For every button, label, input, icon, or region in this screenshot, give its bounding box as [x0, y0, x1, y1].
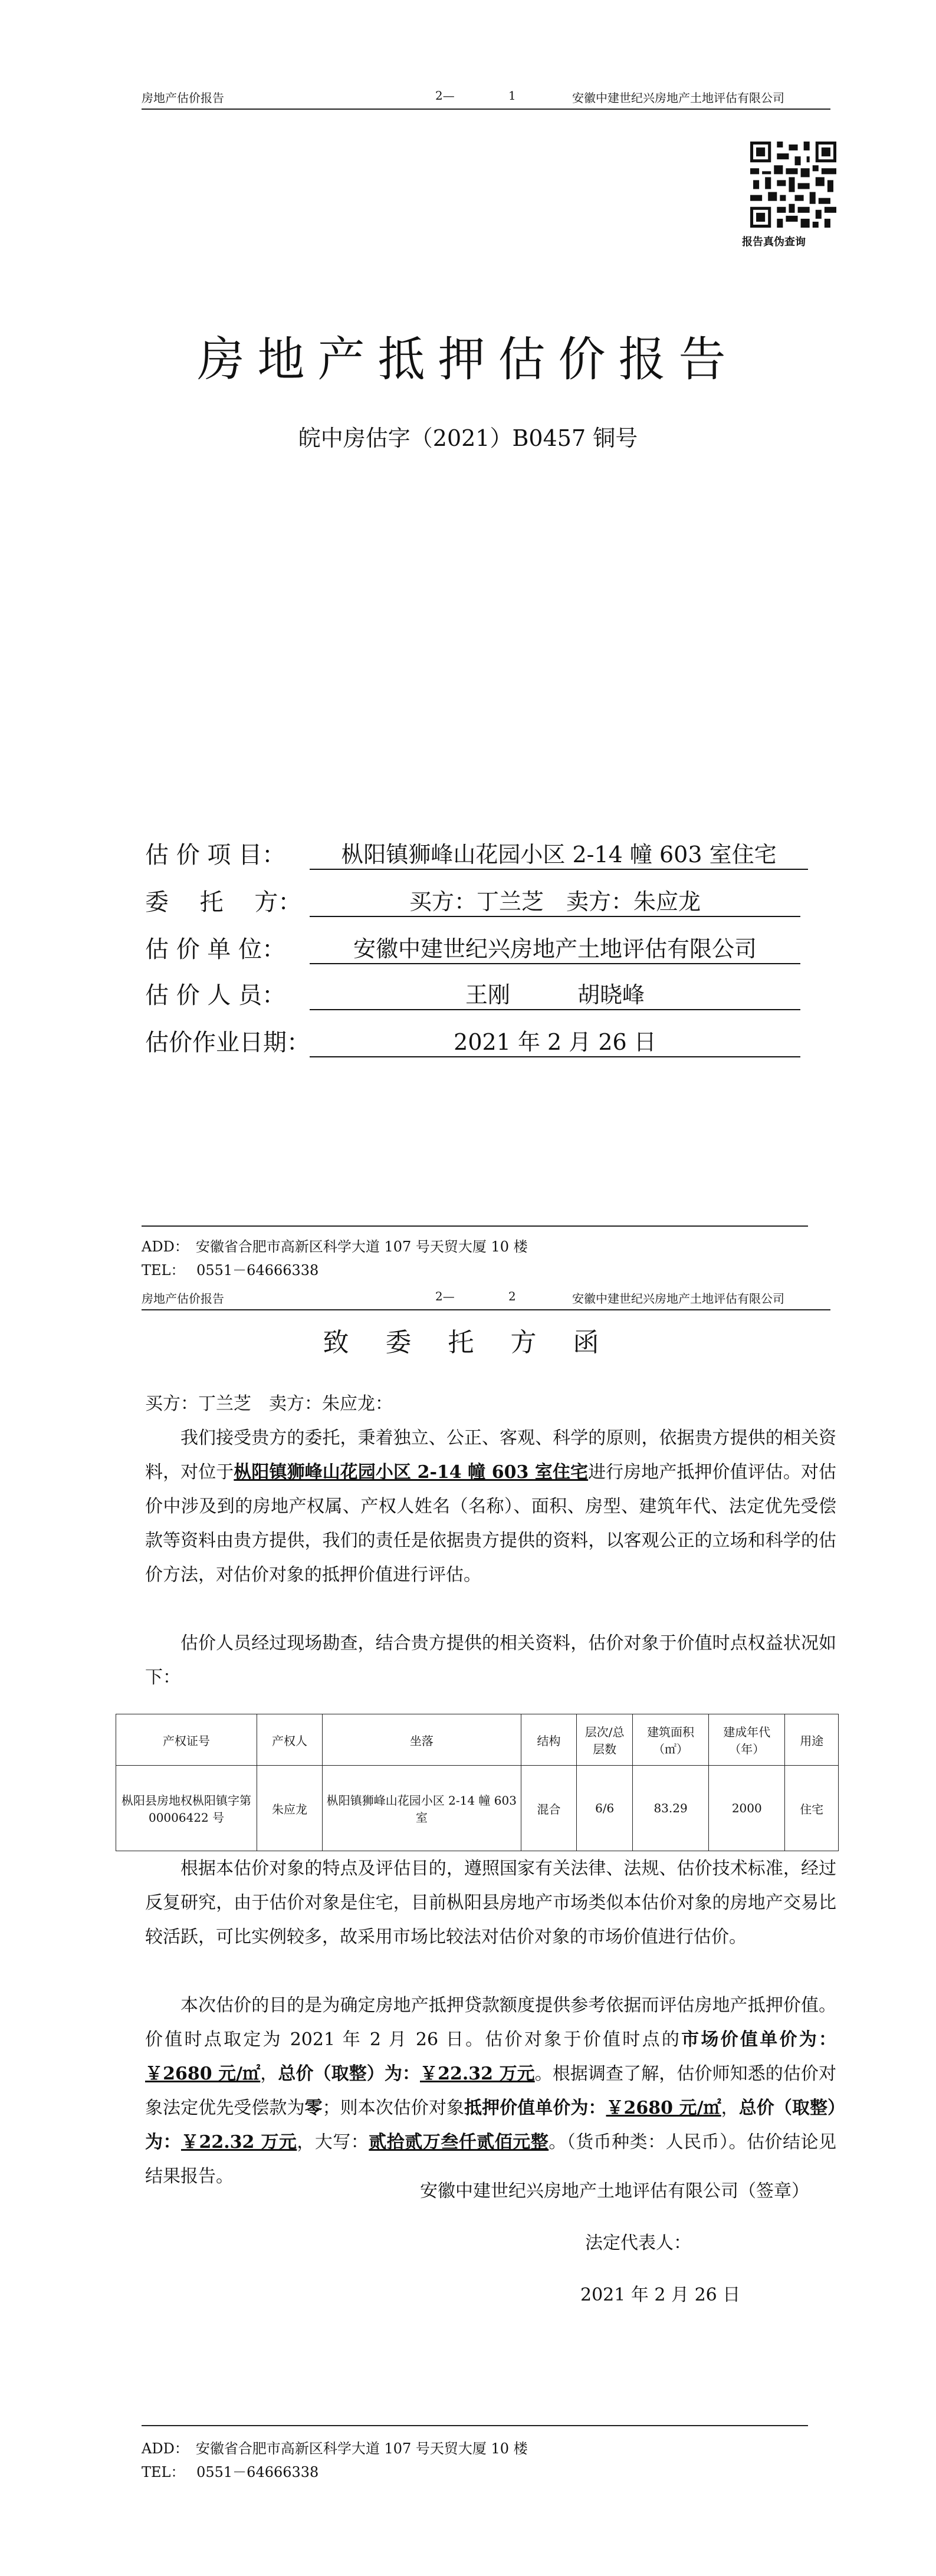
field-value-appraiser-firm: 安徽中建世纪兴房地产土地评估有限公司 [310, 931, 800, 964]
page1-header-page-number: 1 [508, 88, 516, 103]
letter-paragraph-4 [145, 1989, 836, 2194]
table-cell: 6/6 [577, 1766, 633, 1851]
letter-salutation: 买方：丁兰芝 卖方：朱应龙： [145, 1394, 393, 1414]
page2-header-rule [142, 1309, 830, 1310]
table-header-cell: 用途 [785, 1714, 839, 1766]
para4-text: ， [721, 2098, 739, 2118]
table-cell: 朱应龙 [257, 1766, 323, 1851]
page2-header-page-number: 2 [508, 1289, 516, 1303]
para4-text: 本次估价的目的是为确定房地产抵押贷款额度提供参考依据而评估房地产抵押价值。价值时点取定为 2021 年 2 月 26 日。估价对象于价值时点的 [145, 1995, 836, 2050]
table-header-cell: 产权证号 [116, 1714, 257, 1766]
page1-header-rule [142, 109, 830, 110]
field-value-project: 枞阳镇狮峰山花园小区 2-14 幢 603 室住宅 [310, 836, 808, 870]
field-label-client: 委 托 方： [145, 889, 302, 916]
page2-header-right: 安徽中建世纪兴房地产土地评估有限公司 [572, 1292, 784, 1306]
para4-text: 。（货币种类：人民币）。估价结论见结果报告。 [145, 2132, 837, 2187]
page1-footer-tel: TEL： 0551－64666338 [142, 1262, 319, 1279]
page1-header-right: 安徽中建世纪兴房地产土地评估有限公司 [572, 91, 784, 105]
table-cell: 住宅 [785, 1766, 839, 1851]
field-value-client: 买方：丁兰芝 卖方：朱应龙 [310, 883, 800, 917]
table-cell: 枞阳镇狮峰山花园小区 2-14 幢 603 室 [322, 1766, 521, 1851]
page1-footer-address: ADD： 安徽省合肥市高新区科学大道 107 号天贸大厦 10 楼 [142, 1238, 528, 1255]
para4-priority-amount: 零 [304, 2098, 323, 2118]
para4-mortgage-total-label: 总价（取整）为： [145, 2098, 837, 2153]
letter-paragraph-1 [145, 1421, 836, 1592]
table-cell: 枞阳县房地权枞阳镇字第 00006422 号 [116, 1766, 257, 1851]
table-header-cell: 产权人 [257, 1714, 323, 1766]
para4-market-unit-label: 市场价值单价为： [681, 2029, 836, 2050]
para4-text: 。根据调查了解，估价师知悉的估价对象法定优先受偿款为 [145, 2064, 837, 2118]
field-label-project: 估 价 项 目： [145, 842, 286, 869]
property-rights-table [116, 1714, 839, 1851]
para4-text: ；则本次估价对象 [322, 2098, 465, 2118]
para4-text: ，大写： [297, 2132, 369, 2153]
para4-market-unit-price: ￥2680 元/㎡ [145, 2064, 261, 2084]
page1-header-mid: 2— [435, 88, 455, 103]
letter-title: 致 委 托 方 函 [323, 1328, 613, 1358]
table-cell: 混合 [521, 1766, 577, 1851]
table-header-cell: 层次/总层数 [577, 1714, 633, 1766]
signature-legal-rep: 法定代表人： [585, 2233, 691, 2253]
signature-date: 2021 年 2 月 26 日 [580, 2285, 741, 2305]
page2-header-left: 房地产估价报告 [142, 1292, 224, 1306]
table-cell: 83.29 [632, 1766, 708, 1851]
table-row [116, 1766, 839, 1851]
para4-amount-in-words: 贰拾贰万叁仟贰佰元整 [369, 2132, 549, 2153]
qr-code-icon[interactable] [750, 142, 836, 228]
page1-footer-rule [142, 1225, 808, 1227]
letter-paragraph-2: 估价人员经过现场勘查，结合贵方提供的相关资料，估价对象于价值时点权益状况如下： [145, 1633, 836, 1688]
para4-market-total-label: 总价（取整）为： [278, 2064, 421, 2084]
field-value-work-date: 2021 年 2 月 26 日 [310, 1024, 800, 1057]
para1-text-c: 进行房地产抵押价值评估。对估价中涉及到的房地产权属、产权人姓名（名称）、面积、房型、建筑年代、法定优先受偿款等资料由贵方提供，我们的责任是依据贵方提供的资料，以客观公正的立场和科学的估价方法，对估价对象的抵押价值进行评估。 [145, 1462, 837, 1585]
letter-paragraph-3: 根据本估价对象的特点及评估目的，遵照国家有关法律、法规、估价技术标准，经过反复研究，由于估价对象是住宅，目前枞阳县房地产市场类似本估价对象的房地产交易比较活跃，可比实例较多，故采用市场比较法对估价对象的市场价值进行估价。 [145, 1858, 836, 1947]
para4-market-total: ￥22.32 万元 [420, 2064, 535, 2084]
field-value-appraisers: 王刚 胡晓峰 [310, 977, 800, 1010]
table-cell: 2000 [709, 1766, 785, 1851]
report-title: 房地产抵押估价报告 [197, 332, 739, 387]
para1-text-a: 我们接受贵方的委托，秉着独立、公正、客观、科学的原则，依据贵方提供的相关资料，对位于 [145, 1428, 836, 1483]
table-header-cell: 建成年代（年） [709, 1714, 785, 1766]
qr-caption: 报告真伪查询 [742, 236, 806, 248]
table-header-row [116, 1714, 839, 1766]
field-label-work-date: 估价作业日期： [145, 1029, 310, 1056]
property-address-bold: 枞阳镇狮峰山花园小区 2-14 幢 603 室住宅 [234, 1462, 589, 1483]
field-label-appraisers: 估 价 人 员： [145, 982, 286, 1009]
report-number: 皖中房估字（2021）B0457 铜号 [298, 425, 638, 451]
page2-header-mid: 2— [435, 1289, 455, 1303]
page2-footer-rule [142, 2425, 808, 2426]
table-header-cell: 建筑面积（㎡） [632, 1714, 708, 1766]
table-header-cell: 坐落 [322, 1714, 521, 1766]
para4-mortgage-total: ￥22.32 万元 [180, 2132, 297, 2153]
signature-company: 安徽中建世纪兴房地产土地评估有限公司（签章） [420, 2181, 809, 2202]
page1-header-left: 房地产估价报告 [142, 91, 224, 105]
table-header-cell: 结构 [521, 1714, 577, 1766]
para4-mortgage-unit-label: 抵押价值单价为： [464, 2098, 606, 2118]
para4-mortgage-unit-price: ￥2680 元/㎡ [606, 2098, 721, 2118]
field-label-appraiser-firm: 估 价 单 位： [145, 936, 286, 963]
page2-footer-tel: TEL： 0551－64666338 [142, 2464, 319, 2480]
para4-text: ， [260, 2064, 278, 2084]
page2-footer-address: ADD： 安徽省合肥市高新区科学大道 107 号天贸大厦 10 楼 [142, 2440, 528, 2457]
